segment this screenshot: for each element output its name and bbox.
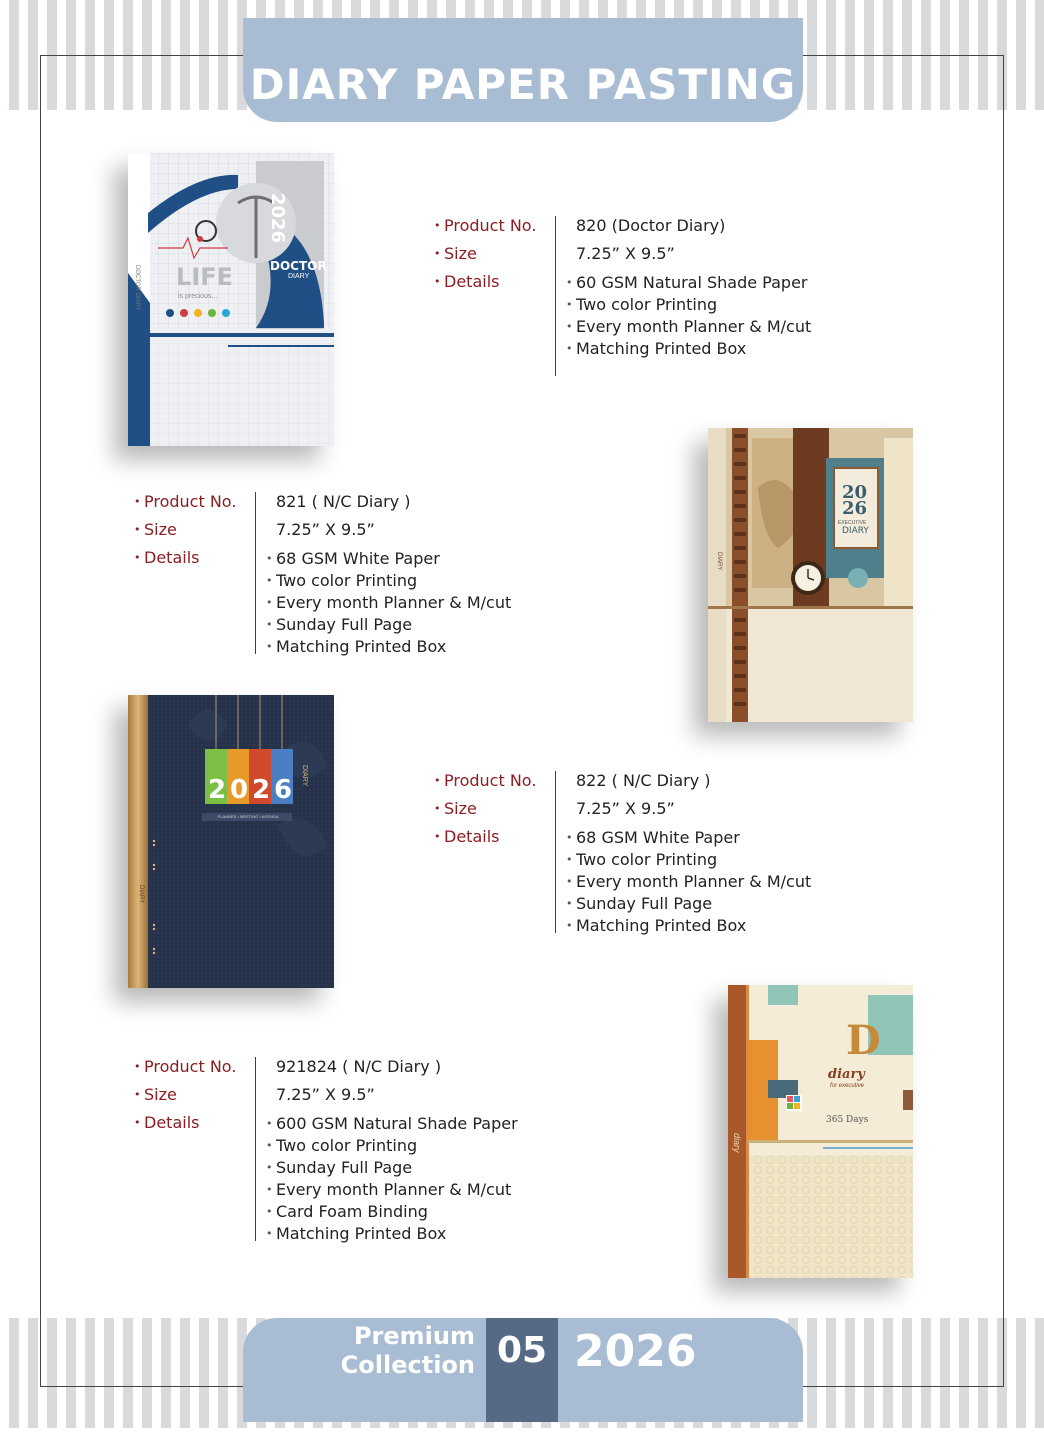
product-size: 7.25” X 9.5” — [276, 520, 375, 539]
product-number: 820 (Doctor Diary) — [576, 216, 726, 235]
detail-item: • 68 GSM White Paper — [566, 828, 740, 847]
executive-cover-year-top: 20 — [842, 482, 868, 503]
label-size: • Size — [134, 520, 177, 539]
product-image-cream-diary — [728, 985, 913, 1278]
navy-cover-digit: 6 — [274, 775, 293, 805]
label-product-no: • Product No. — [434, 216, 536, 235]
navy-cover-side-label: DIARY — [301, 765, 308, 787]
spec-divider — [555, 216, 556, 376]
detail-item: • 68 GSM White Paper — [266, 549, 440, 568]
label-size: • Size — [434, 244, 477, 263]
executive-cover-sub2: DIARY — [842, 526, 869, 536]
detail-item: • Card Foam Binding — [266, 1202, 428, 1221]
detail-item: • Two color Printing — [566, 295, 717, 314]
doctor-cover-spine: DOCTOR DIARY — [134, 265, 140, 311]
page-number-block — [486, 1318, 558, 1422]
navy-cover-strip: PLANNER • MEETING • AGENDA — [217, 814, 279, 819]
doctor-diary-cover — [128, 153, 334, 446]
detail-item: • Sunday Full Page — [266, 615, 412, 634]
label-size: • Size — [134, 1085, 177, 1104]
cream-cover-letter: D — [846, 1017, 881, 1064]
product-spec-822 — [434, 771, 854, 933]
spec-divider — [555, 771, 556, 933]
page-title: DIARY PAPER PASTING — [249, 60, 797, 109]
label-details: • Details — [134, 548, 199, 567]
label-details: • Details — [434, 827, 499, 846]
detail-item: • Every month Planner & M/cut — [266, 1180, 511, 1199]
product-size: 7.25” X 9.5” — [576, 244, 675, 263]
product-number: 921824 ( N/C Diary ) — [276, 1057, 442, 1076]
detail-item: • Matching Printed Box — [266, 637, 446, 656]
detail-item: • Every month Planner & M/cut — [566, 317, 811, 336]
spec-divider — [255, 492, 256, 654]
footer-label-line2: Collection — [340, 1351, 475, 1379]
product-spec-821 — [134, 492, 554, 654]
product-image-navy-diary — [128, 695, 334, 988]
label-details: • Details — [434, 272, 499, 291]
label-product-no: • Product No. — [134, 1057, 236, 1076]
detail-item: • Sunday Full Page — [566, 894, 712, 913]
doctor-cover-tagline: is precious... — [178, 293, 218, 300]
doctor-cover-year: 2026 — [267, 193, 288, 244]
cream-cover-spine: diary — [732, 1133, 742, 1153]
detail-item: • Two color Printing — [566, 850, 717, 869]
navy-diary-cover — [128, 695, 334, 988]
page-number: 05 — [496, 1330, 548, 1371]
detail-item: • Two color Printing — [266, 571, 417, 590]
cream-diary-cover — [728, 985, 913, 1278]
detail-item: • Every month Planner & M/cut — [266, 593, 511, 612]
product-spec-921824 — [134, 1057, 554, 1241]
detail-item: • Matching Printed Box — [566, 916, 746, 935]
detail-item: • Two color Printing — [266, 1136, 417, 1155]
navy-cover-digit: 2 — [208, 775, 227, 805]
detail-item: • Sunday Full Page — [266, 1158, 412, 1177]
footer-collection-label — [320, 1322, 475, 1380]
product-size: 7.25” X 9.5” — [276, 1085, 375, 1104]
cream-cover-word: diary — [828, 1067, 865, 1082]
product-image-executive-diary — [708, 428, 913, 722]
cream-cover-sub: for executive — [830, 1083, 865, 1089]
detail-item: • Matching Printed Box — [566, 339, 746, 358]
label-size: • Size — [434, 799, 477, 818]
executive-cover-sub1: EXECUTIVE — [838, 520, 867, 526]
doctor-cover-brand-top: DOCTOR — [270, 259, 327, 273]
product-spec-820 — [434, 216, 854, 376]
product-number: 821 ( N/C Diary ) — [276, 492, 411, 511]
label-product-no: • Product No. — [434, 771, 536, 790]
spec-divider — [255, 1057, 256, 1241]
cream-cover-days: 365 Days — [826, 1115, 869, 1125]
detail-item: • 600 GSM Natural Shade Paper — [266, 1114, 518, 1133]
doctor-cover-brand-bottom: DIARY — [288, 273, 310, 280]
doctor-cover-life: LIFE — [176, 263, 234, 291]
label-details: • Details — [134, 1113, 199, 1132]
product-image-doctor-diary — [128, 153, 334, 446]
footer-year: 2026 — [574, 1326, 697, 1377]
navy-cover-spine: DIARY — [138, 885, 144, 904]
detail-item: • Every month Planner & M/cut — [566, 872, 811, 891]
product-number: 822 ( N/C Diary ) — [576, 771, 711, 790]
executive-diary-cover — [708, 428, 913, 722]
executive-cover-spine: DIARY — [716, 552, 722, 571]
navy-cover-digit: 2 — [252, 775, 271, 805]
label-product-no: • Product No. — [134, 492, 236, 511]
footer-label-line1: Premium — [353, 1322, 475, 1350]
detail-item: • Matching Printed Box — [266, 1224, 446, 1243]
executive-cover-year-bottom: 26 — [842, 498, 868, 519]
detail-item: • 60 GSM Natural Shade Paper — [566, 273, 808, 292]
product-size: 7.25” X 9.5” — [576, 799, 675, 818]
navy-cover-digit: 0 — [230, 775, 249, 805]
